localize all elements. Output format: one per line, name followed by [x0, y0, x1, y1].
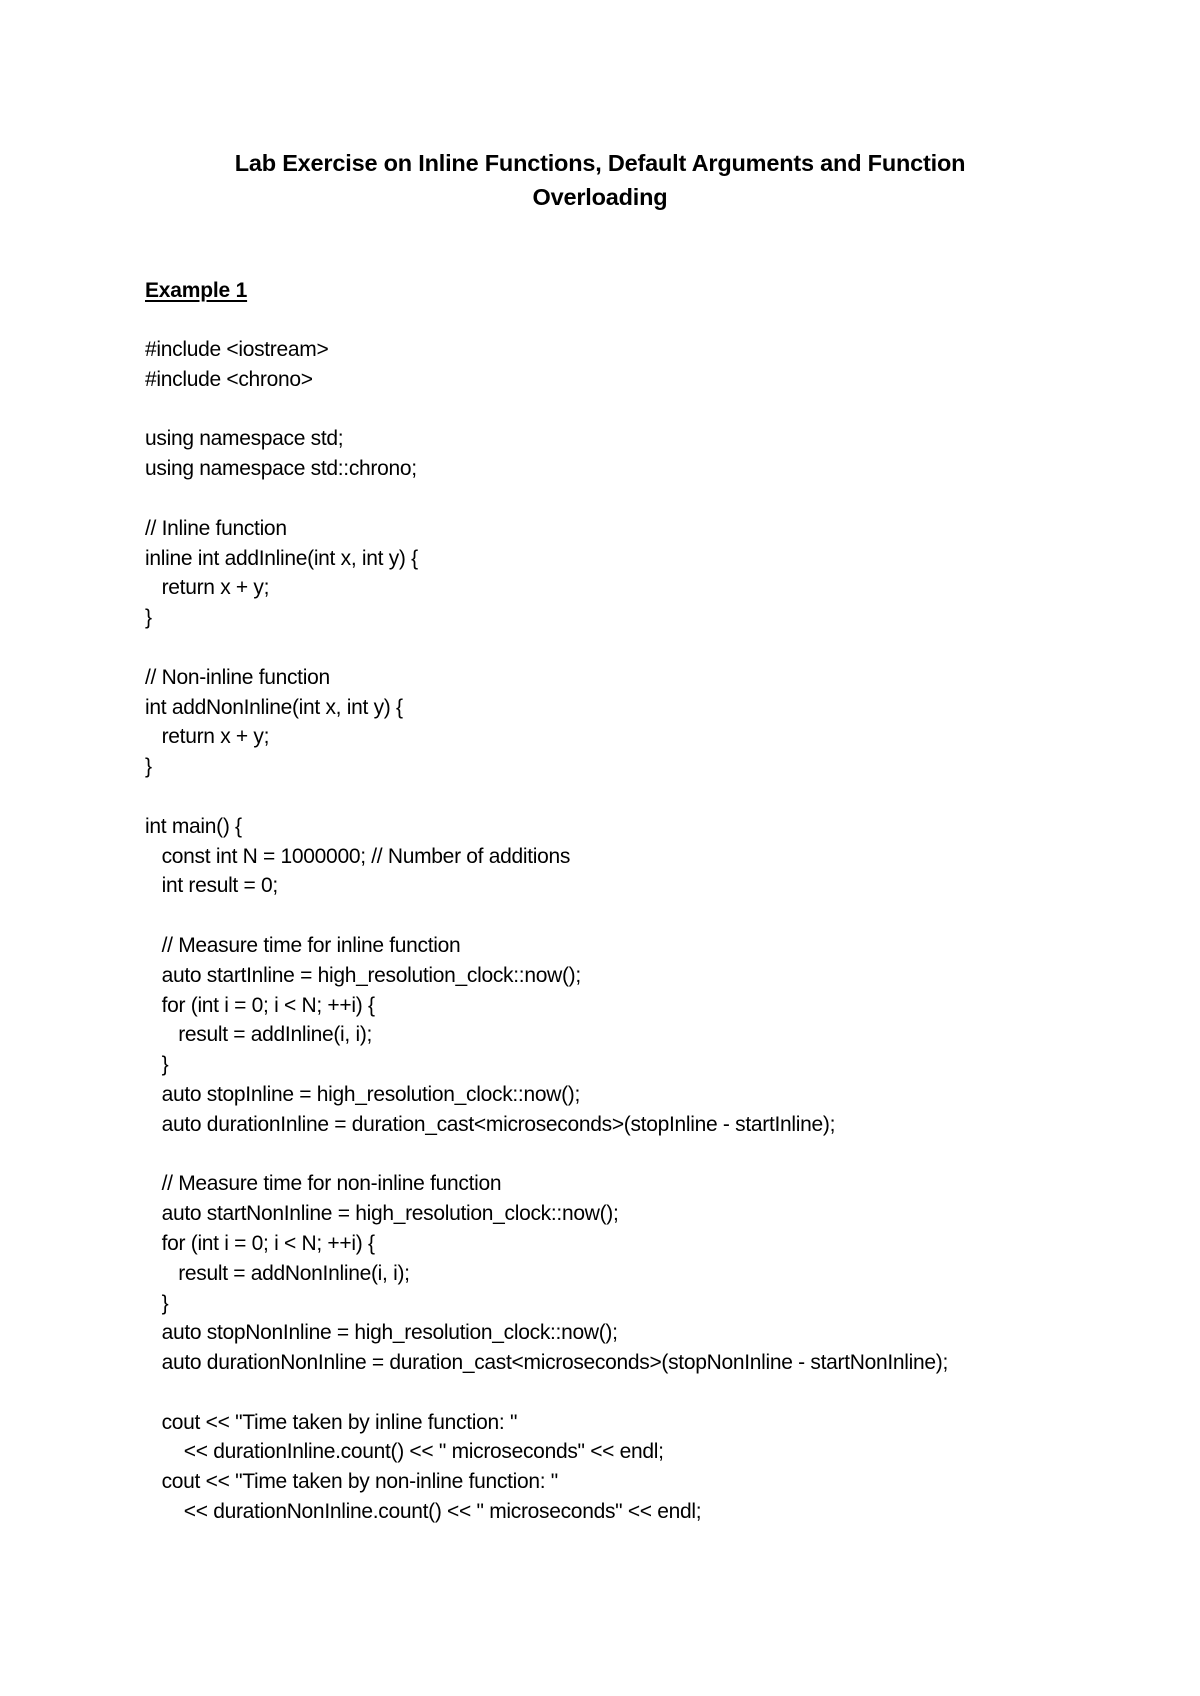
code-line: // Measure time for non-inline function [145, 1172, 502, 1196]
code-line [145, 1140, 948, 1170]
code-line: << durationNonInline.count() << " microseconds" << endl; [145, 1500, 702, 1524]
code-line [145, 1378, 948, 1408]
code-line: } [145, 1053, 169, 1077]
code-line: for (int i = 0; i < N; ++i) { [145, 1231, 375, 1255]
code-line: int addNonInline(int x, int y) { [145, 695, 403, 719]
code-line [145, 484, 948, 514]
code-line: << durationInline.count() << " microseconds" << endl; [145, 1440, 664, 1464]
code-line [145, 901, 948, 931]
code-line: cout << "Time taken by non-inline function: " [145, 1470, 558, 1494]
code-line: using namespace std::chrono; [145, 457, 417, 481]
code-line: for (int i = 0; i < N; ++i) { [145, 993, 375, 1017]
code-block [145, 335, 948, 1527]
code-line: } [145, 606, 152, 630]
code-line: auto stopNonInline = high_resolution_clock::now(); [145, 1321, 618, 1345]
code-line [145, 782, 948, 812]
code-line: auto startNonInline = high_resolution_clock::now(); [145, 1202, 619, 1226]
code-line: using namespace std; [145, 427, 344, 451]
code-line: inline int addInline(int x, int y) { [145, 546, 418, 570]
code-line: #include <iostream> [145, 338, 329, 361]
code-line: result = addInline(i, i); [145, 1023, 373, 1047]
section-heading: Example 1 [145, 279, 248, 302]
code-line: // Inline function [145, 516, 287, 540]
code-line: cout << "Time taken by inline function: " [145, 1410, 518, 1434]
code-line: return x + y; [145, 576, 270, 600]
code-line: auto durationInline = duration_cast<microseconds>(stopInline - startInline); [145, 1112, 836, 1136]
code-line: // Measure time for inline function [145, 933, 461, 957]
code-line: return x + y; [145, 725, 270, 749]
code-line: } [145, 1291, 169, 1315]
code-line: int result = 0; [145, 874, 278, 898]
document-title [0, 146, 1200, 214]
code-line: auto stopInline = high_resolution_clock::now(); [145, 1082, 581, 1106]
code-line: auto startInline = high_resolution_clock::now(); [145, 963, 581, 987]
code-line: result = addNonInline(i, i); [145, 1261, 410, 1285]
code-line: int main() { [145, 814, 242, 838]
code-line: } [145, 755, 152, 779]
code-line: #include <chrono> [145, 367, 313, 391]
code-line [145, 633, 948, 663]
title-line-1: Lab Exercise on Inline Functions, Default Arguments and Function [234, 150, 966, 176]
title-line-2: Overloading [532, 184, 668, 210]
code-line [145, 395, 948, 425]
code-line: auto durationNonInline = duration_cast<microseconds>(stopNonInline - startNonInline); [145, 1351, 948, 1375]
code-line: // Non-inline function [145, 665, 330, 689]
code-line: const int N = 1000000; // Number of additions [145, 844, 571, 868]
